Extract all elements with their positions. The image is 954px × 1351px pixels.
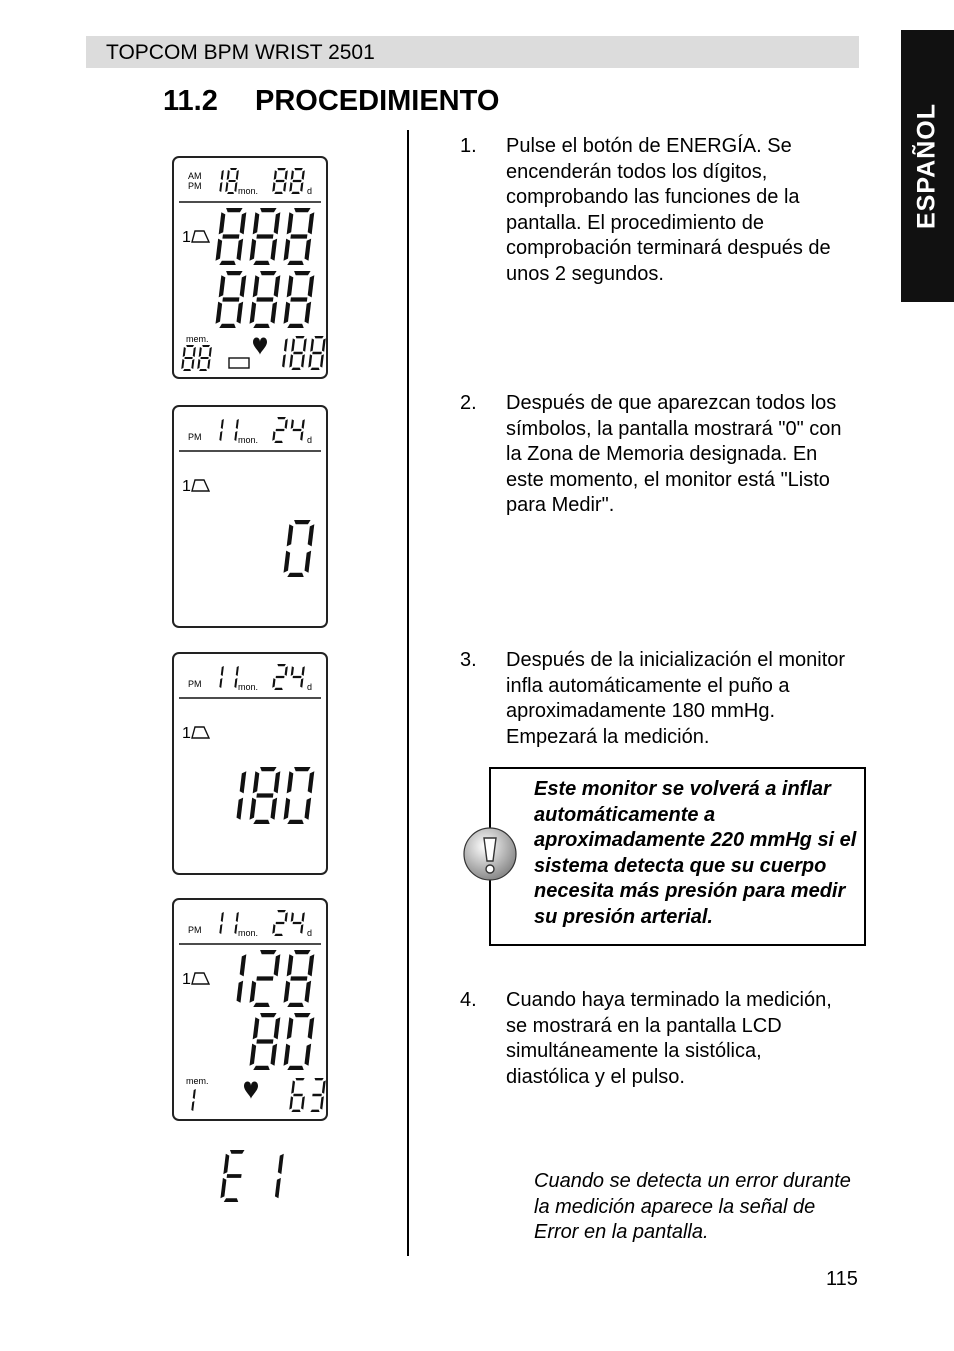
- day-digit-segment: [300, 924, 303, 934]
- systolic-digit-segment: [287, 212, 294, 234]
- lcd-display-inflating: [172, 652, 328, 875]
- memory-digit-segment: [202, 345, 210, 347]
- memory-digit-segment: [193, 347, 196, 357]
- header-bar: [86, 36, 859, 68]
- month-digit-segment: [219, 678, 222, 688]
- ampm-line: PM: [188, 181, 202, 191]
- month-digits: [219, 666, 239, 688]
- ampm-indicator: [188, 679, 202, 689]
- day-digit-segment: [291, 419, 294, 429]
- month-digit-segment: [236, 419, 239, 429]
- pulse-digit-segment: [320, 1096, 324, 1109]
- month-digit-segment: [219, 182, 222, 192]
- diastolic-digit-segment: [253, 1066, 270, 1070]
- diastolic-digit-segment: [222, 297, 239, 301]
- diastolic-digit-segment: [219, 275, 226, 297]
- day-digit-segment: [293, 429, 302, 431]
- systolic-digit-segment: [294, 767, 311, 771]
- memory-digit-segment: [197, 359, 200, 369]
- pulse-digit-segment: [301, 1096, 305, 1109]
- step-text: Después de que aparezcan todos los símbolos, la pantalla mostrará "0" con la Zona de Memoria designada. En este momento, el monitor está "Listo para Medir".: [506, 392, 842, 517]
- systolic-digit-segment: [260, 950, 277, 954]
- systolic-digit-segment: [253, 261, 270, 265]
- day-digit-segment: [274, 441, 283, 443]
- battery-icon: [229, 358, 249, 368]
- pulse-digits: [282, 336, 326, 370]
- diastolic-digit-segment: [256, 297, 273, 301]
- day-digit-segment: [285, 419, 288, 429]
- systolic-digit-segment: [260, 767, 277, 771]
- diastolic-digit-segment: [271, 302, 278, 324]
- diastolic-digit-segment: [294, 1013, 311, 1017]
- step-number: 4.: [460, 989, 477, 1011]
- month-digit-segment: [234, 678, 237, 688]
- header-title: TOPCOM BPM WRIST 2501: [106, 41, 375, 64]
- memory-digit-segment: [209, 347, 212, 357]
- day-digit-segment: [294, 168, 303, 170]
- mem-label: mem.: [186, 1076, 209, 1086]
- pulse-digit-segment: [312, 1094, 322, 1096]
- pulse-digit-segment: [291, 338, 295, 351]
- day-digit-segment: [285, 170, 288, 180]
- lcd-display-ready: [172, 405, 328, 628]
- day-digit-segment: [272, 678, 275, 688]
- systolic-digit-segment: [308, 212, 315, 234]
- lcd-figure: [174, 654, 326, 873]
- pulse-digit-segment: [282, 354, 286, 367]
- pulse-digit-segment: [295, 336, 304, 338]
- diastolic-digits: [250, 1013, 315, 1070]
- day-digit-segment: [277, 417, 286, 419]
- error-digit-segment: [227, 1174, 242, 1178]
- month-digit-segment: [236, 666, 239, 676]
- step-text: Pulse el botón de ENERGÍA. Se encenderán todos los dígitos, comprobando las funciones de la pantalla. El procedimiento de comprobación terminará después de unos 2 segundos.: [506, 135, 831, 285]
- systolic-digit-segment: [240, 212, 247, 234]
- mon-label: mon.: [238, 682, 259, 692]
- day-digit-segment: [276, 676, 285, 678]
- diastolic-digits: [216, 271, 315, 328]
- month-digit-segment: [236, 912, 239, 922]
- memory-digit-segment: [199, 369, 207, 371]
- day-digit-segment: [272, 431, 275, 441]
- systolic-digit-segment: [284, 798, 291, 820]
- systolic-digit-segment: [287, 771, 294, 793]
- day-digit-segment: [277, 168, 286, 170]
- error-code-display: [220, 1150, 310, 1210]
- diastolic-digit-segment: [256, 1039, 273, 1043]
- systolic-digit-segment: [274, 954, 281, 976]
- memory-digit-segment: [199, 347, 202, 357]
- systolic-digit-segment: [294, 208, 311, 212]
- lcd-figure: [174, 407, 326, 626]
- day-digit-segment: [274, 192, 283, 194]
- systolic-digits: [284, 520, 315, 577]
- month-digit-segment: [230, 168, 237, 170]
- diastolic-digit-segment: [305, 1044, 312, 1066]
- systolic-digit-segment: [237, 981, 244, 1003]
- systolic-digit-segment: [294, 950, 311, 954]
- ampm-indicator: [188, 171, 202, 191]
- systolic-digit-segment: [305, 551, 312, 573]
- diastolic-digit-segment: [253, 275, 260, 297]
- cuff-icon: [192, 480, 209, 491]
- month-digit-segment: [221, 419, 224, 429]
- systolic-digit-segment: [287, 954, 294, 976]
- month-digit-segment: [225, 182, 228, 192]
- day-digit-segment: [302, 419, 305, 429]
- memory-digit-segment: [181, 359, 184, 369]
- day-digit-segment: [291, 192, 300, 194]
- diastolic-digit-segment: [287, 275, 294, 297]
- pulse-digit-segment: [291, 1110, 300, 1112]
- day-digits: [272, 664, 305, 690]
- column-divider: [407, 130, 409, 1256]
- mon-label: mon.: [238, 435, 259, 445]
- warning-box: [489, 767, 866, 946]
- lcd-display-result: [172, 898, 328, 1121]
- day-digit-segment: [276, 429, 285, 431]
- systolic-digit-segment: [237, 798, 244, 820]
- diastolic-digit-segment: [287, 1066, 304, 1070]
- diastolic-digit-segment: [250, 302, 257, 324]
- heart-icon: [244, 1082, 258, 1100]
- systolic-digit-segment: [305, 239, 312, 261]
- diastolic-digit-segment: [219, 324, 236, 328]
- month-digit-segment: [221, 170, 224, 180]
- month-digits: [219, 419, 239, 441]
- diastolic-digit-segment: [308, 275, 315, 297]
- pulse-digit-segment: [322, 338, 326, 351]
- diastolic-digit-segment: [284, 1044, 291, 1066]
- diastolic-digit-segment: [308, 1017, 315, 1039]
- pulse-digit-segment: [289, 1096, 293, 1109]
- page-number: 115: [826, 1268, 858, 1290]
- day-digit-segment: [291, 912, 294, 922]
- ampm-line: AM: [188, 171, 202, 181]
- day-digit-segment: [276, 180, 285, 182]
- day-digit-segment: [293, 922, 302, 924]
- day-digit-segment: [272, 924, 275, 934]
- day-digit-segment: [293, 676, 302, 678]
- step-number: 1.: [460, 135, 477, 157]
- diastolic-digit-segment: [274, 1017, 281, 1039]
- error-digit-segment: [230, 1150, 245, 1154]
- systolic-digits: [216, 208, 315, 265]
- diastolic-digit-segment: [294, 271, 311, 275]
- diastolic-digit-segment: [260, 271, 277, 275]
- systolic-digit-segment: [274, 771, 281, 793]
- ampm-indicator: [188, 925, 202, 935]
- month-digit-segment: [236, 170, 239, 180]
- diastolic-digit-segment: [253, 1017, 260, 1039]
- lcd-figure: [174, 158, 326, 377]
- systolic-digit-segment: [260, 208, 277, 212]
- pulse-digit-segment: [314, 1078, 323, 1080]
- systolic-digit-segment: [253, 1003, 270, 1007]
- warning-text: Este monitor se volverá a inflar automáticamente a aproximadamente 220 mmHg si el sistema detecta que su cuerpo necesita más presión para medir su presión arterial.: [534, 778, 857, 928]
- systolic-digit-segment: [271, 239, 278, 261]
- language-tab: [901, 30, 954, 302]
- zone-number: 1: [182, 478, 191, 495]
- systolic-digit-segment: [305, 798, 312, 820]
- systolic-digit-segment: [290, 234, 307, 238]
- systolic-digit-segment: [250, 981, 257, 1003]
- diastolic-digit-segment: [274, 275, 281, 297]
- systolic-digit-segment: [226, 208, 243, 212]
- zone-number: 1: [182, 971, 191, 988]
- memory-digit-segment: [191, 1101, 194, 1111]
- pulse-digit-segment: [310, 338, 314, 351]
- day-digit-segment: [272, 182, 275, 192]
- step-text: Después de la inicialización el monitor infla automáticamente el puño a aproximadamente 180 mmHg. Empezará la medición.: [506, 649, 846, 748]
- day-digit-segment: [302, 170, 305, 180]
- error-code-digits: [220, 1150, 283, 1202]
- systolic-digit-segment: [305, 981, 312, 1003]
- memory-digits: [181, 345, 212, 371]
- memory-digit-segment: [191, 359, 194, 369]
- systolic-digits: [237, 950, 315, 1007]
- step-number: 2.: [460, 392, 477, 414]
- systolic-digit-segment: [237, 239, 244, 261]
- pulse-digit-segment: [289, 354, 293, 367]
- pulse-digits: [289, 1078, 326, 1112]
- d-label: d: [307, 682, 313, 692]
- memory-digit-segment: [207, 359, 210, 369]
- ampm-line: PM: [188, 925, 202, 935]
- language-tab-label: ESPAÑOL: [912, 103, 941, 229]
- diastolic-digit-segment: [216, 302, 223, 324]
- cuff-icon: [192, 231, 209, 242]
- systolic-digit-segment: [308, 771, 315, 793]
- month-digit-segment: [219, 924, 222, 934]
- diastolic-digit-segment: [240, 275, 247, 297]
- zone-number: 1: [182, 725, 191, 742]
- day-digit-segment: [289, 182, 292, 192]
- diastolic-digit-segment: [287, 324, 304, 328]
- systolic-digit-segment: [284, 551, 291, 573]
- month-digits: [219, 168, 239, 194]
- systolic-digit-segment: [287, 820, 304, 824]
- pulse-digit-segment: [284, 338, 288, 351]
- pulse-digit-segment: [291, 1080, 295, 1093]
- systolic-digit-segment: [253, 212, 260, 234]
- memory-digit-segment: [200, 357, 208, 359]
- systolic-digits: [237, 767, 315, 824]
- error-digit-segment: [223, 1154, 229, 1174]
- section-number: 11.2: [163, 85, 218, 117]
- month-digit-segment: [221, 666, 224, 676]
- systolic-digit-segment: [250, 798, 257, 820]
- section-title: PROCEDIMIENTO: [255, 85, 500, 117]
- day-digit-segment: [274, 934, 283, 936]
- month-digit-segment: [227, 192, 234, 194]
- pulse-digit-segment: [301, 354, 305, 367]
- memory-digits: [191, 1089, 196, 1111]
- pulse-digit-segment: [322, 1080, 326, 1093]
- exclamation-icon: [463, 827, 519, 883]
- systolic-digit-segment: [294, 520, 311, 524]
- day-digits: [272, 168, 305, 194]
- systolic-digit-segment: [253, 771, 260, 793]
- day-digit-segment: [285, 912, 288, 922]
- month-digit-segment: [234, 431, 237, 441]
- systolic-digit-segment: [256, 793, 273, 797]
- day-digit-segment: [277, 664, 286, 666]
- day-digits: [272, 417, 305, 443]
- systolic-digit-segment: [219, 212, 226, 234]
- month-digit-segment: [219, 431, 222, 441]
- mon-label: mon.: [238, 186, 259, 196]
- zone-number: 1: [182, 229, 191, 246]
- systolic-digit-segment: [271, 798, 278, 820]
- pulse-digit-segment: [312, 352, 322, 354]
- diastolic-digit-segment: [237, 302, 244, 324]
- day-digit-segment: [274, 688, 283, 690]
- pulse-digit-segment: [310, 1110, 319, 1112]
- mem-label: mem.: [186, 334, 209, 344]
- systolic-digit-segment: [284, 239, 291, 261]
- diastolic-digit-segment: [287, 1017, 294, 1039]
- ampm-line: PM: [188, 679, 202, 689]
- lcd-display-all-segments: [172, 156, 328, 379]
- month-digit-segment: [227, 170, 230, 180]
- systolic-digit-segment: [287, 261, 304, 265]
- d-label: d: [307, 928, 313, 938]
- memory-digit-segment: [183, 369, 191, 371]
- day-digit-segment: [302, 666, 305, 676]
- cuff-icon: [192, 727, 209, 738]
- error-digit-segment: [278, 1154, 284, 1174]
- diastolic-digit-segment: [260, 1013, 277, 1017]
- day-digit-segment: [277, 910, 286, 912]
- systolic-digit-segment: [274, 212, 281, 234]
- systolic-digit-segment: [308, 524, 315, 546]
- systolic-digit-segment: [253, 820, 270, 824]
- error-digit-segment: [224, 1198, 239, 1202]
- day-digit-segment: [291, 170, 294, 180]
- diastolic-digit-segment: [271, 1044, 278, 1066]
- step-text: Cuando haya terminado la medición, se mostrará en la pantalla LCD simultáneamente la sistólica, diastólica y el pulso.: [506, 989, 832, 1088]
- day-digits: [272, 910, 305, 936]
- pulse-digit-segment: [303, 338, 307, 351]
- pulse-digit-segment: [295, 1078, 304, 1080]
- day-digit-segment: [302, 912, 305, 922]
- systolic-digit-segment: [308, 954, 315, 976]
- day-digit-segment: [293, 180, 302, 182]
- systolic-digit-segment: [284, 981, 291, 1003]
- month-digit-segment: [228, 180, 235, 182]
- systolic-digit-segment: [240, 954, 247, 976]
- ampm-line: PM: [188, 432, 202, 442]
- error-note: Cuando se detecta un error durante la medición aparece la señal de Error en la pantalla.: [534, 1170, 851, 1244]
- day-digit-segment: [291, 666, 294, 676]
- pulse-digit-segment: [308, 354, 312, 367]
- pulse-digit-segment: [314, 336, 323, 338]
- month-digit-segment: [234, 182, 237, 192]
- month-digits: [219, 912, 239, 934]
- diastolic-digit-segment: [226, 271, 243, 275]
- diastolic-digit-segment: [253, 324, 270, 328]
- systolic-digit-segment: [287, 524, 294, 546]
- d-label: d: [307, 186, 313, 196]
- d-label: d: [307, 435, 313, 445]
- month-digit-segment: [221, 912, 224, 922]
- ampm-indicator: [188, 432, 202, 442]
- cuff-icon: [192, 973, 209, 984]
- memory-digit-segment: [193, 1089, 196, 1099]
- memory-digit-segment: [184, 357, 192, 359]
- step-number: 3.: [460, 649, 477, 671]
- systolic-digit-segment: [219, 261, 236, 265]
- pulse-digit-segment: [293, 1094, 303, 1096]
- error-digit-segment: [220, 1178, 226, 1198]
- month-digit-segment: [234, 924, 237, 934]
- pulse-digit-segment: [291, 368, 300, 370]
- systolic-digit-segment: [216, 239, 223, 261]
- lcd-figure: [174, 900, 326, 1119]
- memory-digit-segment: [186, 345, 194, 347]
- day-digit-segment: [300, 182, 303, 192]
- mon-label: mon.: [238, 928, 259, 938]
- day-digit-segment: [274, 170, 277, 180]
- heart-icon: [253, 338, 267, 356]
- day-digit-segment: [300, 431, 303, 441]
- systolic-digit-segment: [287, 573, 304, 577]
- error-digit-segment: [275, 1178, 281, 1198]
- pulse-digit-segment: [310, 368, 319, 370]
- day-digit-segment: [276, 922, 285, 924]
- systolic-digit-segment: [250, 239, 257, 261]
- day-digit-segment: [300, 678, 303, 688]
- systolic-digit-segment: [290, 976, 307, 980]
- diastolic-digit-segment: [305, 302, 312, 324]
- systolic-digit-segment: [222, 234, 239, 238]
- day-digit-segment: [285, 666, 288, 676]
- memory-digit-segment: [183, 347, 186, 357]
- day-digit-segment: [283, 182, 286, 192]
- diastolic-digit-segment: [250, 1044, 257, 1066]
- systolic-digit-segment: [287, 1003, 304, 1007]
- systolic-digit-segment: [256, 234, 273, 238]
- systolic-digit-segment: [256, 976, 273, 980]
- systolic-digit-segment: [240, 771, 247, 793]
- diastolic-digit-segment: [284, 302, 291, 324]
- diastolic-digit-segment: [290, 297, 307, 301]
- pulse-digit-segment: [320, 354, 324, 367]
- pulse-digit-segment: [293, 352, 303, 354]
